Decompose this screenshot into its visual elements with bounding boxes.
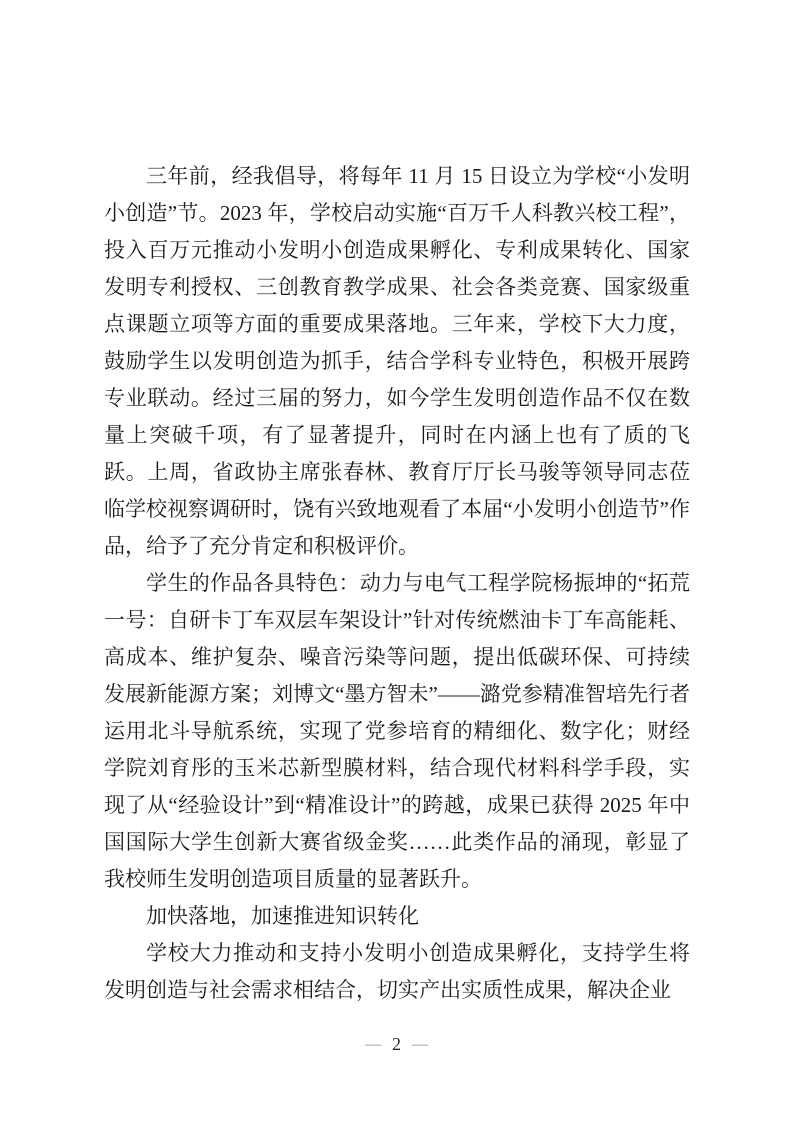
section-subheading-knowledge-transfer: 加快落地，加速推进知识转化 — [146, 904, 419, 928]
page-number-dash-right: — — [412, 1036, 428, 1053]
paragraph-incubation-support: 学校大力推动和支持小发明小创造成果孵化，支持学生将发明创造与社会需求相结合，切实产出实质性成果，解决企业 — [104, 941, 690, 1002]
page-number-dash-left: — — [365, 1036, 381, 1053]
page-number — [0, 1032, 793, 1057]
document-body — [104, 158, 690, 1009]
page-number-value: 2 — [392, 1034, 401, 1054]
paragraph-student-works: 学生的作品各具特色：动力与电气工程学院杨振坤的“拓荒一号：自研卡丁车双层车架设计”针对传统燃油卡丁车高能耗、高成本、维护复杂、噪音污染等问题，提出低碳环保、可持续发展新能源方案；刘博文“墨方智未”——潞党参精准智培先行者运用北斗导航系统，实现了党参培育的精细化、数字化；财经学院刘育彤的玉米芯新型膜材料，结合现代材料科学手段，实现了从“经验设计”到“精准设计”的跨越，成果已获得 2025 年中国国际大学生创新大赛省级金奖……此类作品的涌现，彰显了我校师生发明创造项目质量的显著跃升。 — [104, 571, 690, 891]
paragraph-inventions-festival: 三年前，经我倡导，将每年 11 月 15 日设立为学校“小发明小创造”节。2023 年，学校启动实施“百万千人科教兴校工程”，投入百万元推动小发明小创造成果孵化、专利成果转化、国家发明专利授权、三创教育教学成果、社会各类竞赛、国家级重点课题立项等方面的重要成果落地。三年来，学校下大力度，鼓励学生以发明创造为抓手，结合学科专业特色，积极开展跨专业联动。经过三届的努力，如今学生发明创造作品不仅在数量上突破千项，有了显著提升，同时在内涵上也有了质的飞跃。上周，省政协主席张春林、教育厅厅长马骏等领导同志莅临学校视察调研时，饶有兴致地观看了本届“小发明小创造节”作品，给予了充分肯定和积极评价。 — [104, 164, 690, 558]
